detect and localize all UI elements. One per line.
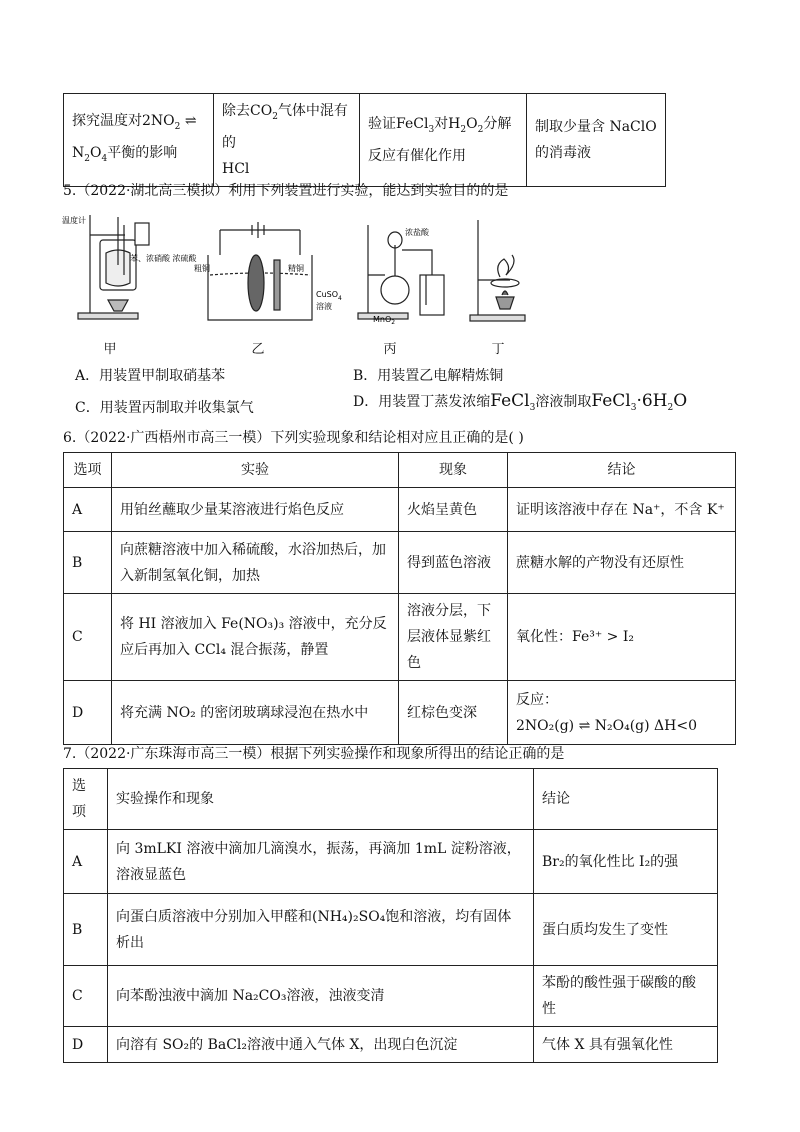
q5-option-c: C．用装置丙制取并收集氯气	[75, 400, 254, 416]
top-cell-a: 探究温度对$2NO_2$ ⇌ $N_2O_4$平衡的影响	[64, 94, 214, 187]
q6-b-opt: B	[64, 532, 112, 594]
q6-row-b	[64, 532, 736, 594]
jia-reagent-label: 苯、浓硝酸 浓硫酸	[130, 254, 197, 263]
q7-a-concl: Br₂的氧化性比 I₂的强	[534, 830, 718, 894]
q7-title: 7.（2022·广东珠海市高三一模）根据下列实验操作和现象所得出的结论正确的是	[63, 746, 565, 762]
q5-option-a: A．用装置甲制取硝基苯	[75, 368, 226, 384]
q6-a-phen: 火焰呈黄色	[399, 488, 508, 532]
q6-header-conclusion: 结论	[508, 453, 736, 488]
apparatus-figures	[60, 205, 540, 330]
bing-acid-label: 浓盐酸	[405, 228, 429, 237]
q6-c-phen: 溶液分层，下层液体显紫红色	[399, 594, 508, 681]
q7-header-option: 选项	[64, 769, 108, 830]
q6-c-opt: C	[64, 594, 112, 681]
caption-bing: 丙	[383, 342, 397, 357]
q7-c-opt: C	[64, 966, 108, 1027]
q6-b-phen: 得到蓝色溶液	[399, 532, 508, 594]
q7-d-exp: 向溶有 SO₂的 BaCl₂溶液中通入气体 X，出现白色沉淀	[108, 1027, 534, 1063]
q6-row-d	[64, 681, 736, 745]
jia-thermo-label: 温度计	[62, 216, 86, 225]
yi-crude-label: 粗铜	[194, 264, 210, 273]
q7-b-concl: 蛋白质均发生了变性	[534, 894, 718, 966]
q7-d-opt: D	[64, 1027, 108, 1063]
q6-a-concl: 证明该溶液中存在 Na⁺，不含 K⁺	[508, 488, 736, 532]
q6-b-exp: 向蔗糖溶液中加入稀硫酸，水浴加热后，加入新制氢氧化铜，加热	[112, 532, 399, 594]
top-options-table	[63, 93, 666, 187]
q7-c-exp: 向苯酚浊液中滴加 Na₂CO₃溶液，浊液变清	[108, 966, 534, 1027]
q6-header-experiment: 实验	[112, 453, 399, 488]
q5-title: 5.（2022·湖北高三模拟）利用下列装置进行实验，能达到实验目的的是	[63, 183, 509, 199]
yi-solution-label: CuSO$_4$	[316, 290, 342, 302]
q6-row-a	[64, 488, 736, 532]
q6-row-c	[64, 594, 736, 681]
q6-b-concl: 蔗糖水解的产物没有还原性	[508, 532, 736, 594]
q6-title: 6.（2022·广西梧州市高三一模）下列实验现象和结论相对应且正确的是( )	[63, 430, 524, 446]
q7-header-conclusion: 结论	[534, 769, 718, 830]
q7-b-opt: B	[64, 894, 108, 966]
q7-b-exp: 向蛋白质溶液中分别加入甲醛和(NH₄)₂SO₄饱和溶液，均有固体析出	[108, 894, 534, 966]
q5-option-b: B．用装置乙电解精炼铜	[353, 368, 504, 384]
bing-mno2-label: MnO$_2$	[373, 315, 396, 326]
q5-option-d: D．用装置丁蒸发浓缩FeCl$_3$溶液制取$FeCl_3\cdot 6H_2O$	[353, 391, 688, 413]
top-cell-c: 验证FeCl$_3$对$H_2O_2$分解反应有催化作用	[360, 94, 527, 187]
q7-row-d	[64, 1027, 718, 1063]
caption-yi: 乙	[251, 342, 265, 357]
caption-jia: 甲	[103, 342, 117, 357]
q6-table	[63, 452, 736, 745]
q6-a-exp: 用铂丝蘸取少量某溶液进行焰色反应	[112, 488, 399, 532]
q6-d-phen: 红棕色变深	[399, 681, 508, 745]
q6-header-phenomenon: 现象	[399, 453, 508, 488]
q6-d-concl: 反应： 2NO₂(g) ⇌ N₂O₄(g) ΔH<0	[508, 681, 736, 745]
q7-row-c	[64, 966, 718, 1027]
top-cell-d: 制取少量含 NaClO 的消毒液	[527, 94, 666, 187]
q6-c-exp: 将 HI 溶液加入 Fe(NO₃)₃ 溶液中，充分反应后再加入 CCl₄ 混合振荡，静置	[112, 594, 399, 681]
apparatus-ding	[470, 220, 525, 321]
apparatus-bing	[358, 225, 444, 319]
q7-row-b	[64, 894, 718, 966]
caption-ding: 丁	[491, 342, 505, 357]
q7-c-concl: 苯酚的酸性强于碳酸的酸性	[534, 966, 718, 1027]
q7-header-experiment: 实验操作和现象	[108, 769, 534, 830]
apparatus-jia	[78, 215, 149, 319]
q6-d-exp: 将充满 NO₂ 的密闭玻璃球浸泡在热水中	[112, 681, 399, 745]
yi-pure-label: 精铜	[288, 264, 304, 273]
top-cell-b: 除去$CO_2$气体中混有的 HCl	[214, 94, 360, 187]
q6-header-option: 选项	[64, 453, 112, 488]
q6-d-opt: D	[64, 681, 112, 745]
q7-table	[63, 768, 718, 1063]
q7-d-concl: 气体 X 具有强氧化性	[534, 1027, 718, 1063]
q7-a-opt: A	[64, 830, 108, 894]
yi-solution-label-2: 溶液	[316, 302, 332, 311]
q6-a-opt: A	[64, 488, 112, 532]
q6-c-concl: 氧化性：Fe³⁺ > I₂	[508, 594, 736, 681]
q7-a-exp: 向 3mLKI 溶液中滴加几滴溴水，振荡，再滴加 1mL 淀粉溶液，溶液显蓝色	[108, 830, 534, 894]
q7-row-a	[64, 830, 718, 894]
